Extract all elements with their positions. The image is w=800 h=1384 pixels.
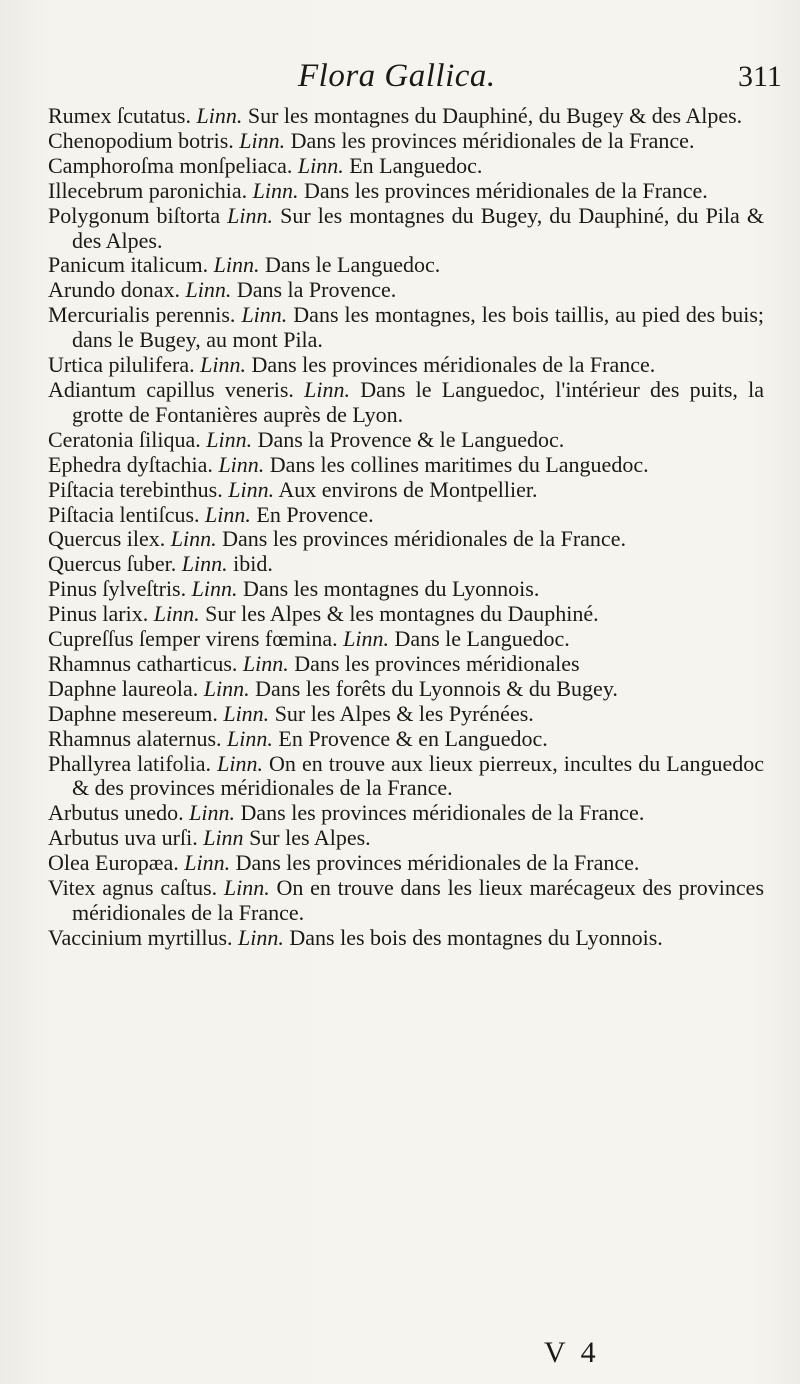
location-text: Dans le Languedoc. [264,252,441,278]
location-text: Sur les Alpes & les montagnes du Dauphiné. [205,601,599,627]
author-abbreviation: Linn. [213,252,260,278]
species-entry [48,677,764,702]
location-text: Dans le Languedoc. [394,626,570,652]
species-list [48,104,764,951]
location-text: Dans les forêts du Lyonnois & du Bugey. [255,675,618,701]
location-text: Aux environs de Montpellier. [278,476,538,502]
author-abbreviation: Linn. [191,576,238,602]
species-name: Ephedra dyſtachia. [48,451,213,477]
species-entry [48,926,764,951]
species-entry [48,179,764,204]
location-text: Dans les provinces méridionales de la France. [222,526,626,552]
species-name: Adiantum capillus veneris. [48,376,294,402]
author-abbreviation: Linn. [206,426,253,452]
species-name: Camphoroſma monſpeliaca. [48,152,293,178]
species-name: Daphne laureola. [48,675,199,701]
location-text: Dans les provinces méridionales [294,650,580,676]
author-abbreviation: Linn. [239,127,286,153]
species-name: Arundo donax. [48,277,180,303]
author-abbreviation: Linn. [218,451,265,477]
species-name: Polygonum biſtorta [48,202,221,228]
species-entry [48,652,764,677]
running-title: Flora Gallica. [298,58,496,94]
species-name: Piſtacia terebinthus. [48,476,223,502]
species-entry [48,552,764,577]
location-text: Sur les montagnes du Dauphiné, du Bugey & des Alpes. [247,103,743,128]
author-abbreviation: Linn. [184,850,231,876]
location-text: Dans les provinces méridionales de la France. [304,177,708,203]
author-abbreviation: Linn. [241,302,288,328]
location-text: Sur les montagnes du Bugey, du Dauphiné, du Pila & des Alpes. [72,202,764,253]
species-entry [48,478,764,503]
location-text: Dans les collines maritimes du Languedoc. [269,451,649,477]
author-abbreviation: Linn. [238,924,284,950]
page-number: 311 [738,60,782,93]
species-name: Arbutus unedo. [48,800,184,826]
location-text: Dans les provinces méridionales de la France. [235,850,640,876]
species-entry [48,851,764,876]
location-text: En Provence & en Languedoc. [278,725,548,751]
species-name: Piſtacia lentiſcus. [48,501,200,527]
location-text: On en trouve dans les lieux marécageux des provinces méridionales de la France. [72,875,765,925]
author-abbreviation: Linn. [205,501,251,527]
species-entry [48,303,764,353]
location-text: Sur les Alpes & les Pyrénées. [274,700,534,726]
species-name: Daphne mesereum. [48,700,218,726]
location-text: En Languedoc. [349,152,483,178]
species-entry [48,278,764,303]
location-text: Dans les bois des montagnes du Lyonnois. [289,924,663,950]
species-entry [48,876,764,926]
location-text: Sur les Alpes. [249,825,371,851]
species-name: Chenopodium botris. [48,127,234,153]
species-name: Ceratonia ſiliqua. [48,426,201,452]
species-entry [48,752,764,802]
species-entry [48,702,764,727]
location-text: En Provence. [256,501,374,527]
species-name: Illecebrum paronichia. [48,177,248,203]
location-text: Dans les provinces méridionales de la France. [290,127,695,153]
species-entry [48,253,764,278]
author-abbreviation: Linn. [228,476,275,502]
species-entry [48,527,764,552]
species-entry [48,453,764,478]
species-name: Vitex agnus caſtus. [48,875,218,901]
species-name: Quercus ilex. [48,526,166,552]
location-text: Dans les montagnes, les bois taillis, au pied des buis; dans le Bugey, au mont Pila. [72,302,764,353]
species-entry [48,627,764,652]
species-entry [48,129,764,154]
location-text: Dans les provinces méridionales de la France. [251,352,656,378]
author-abbreviation: Linn. [170,526,217,552]
location-text: Dans les montagnes du Lyonnois. [242,576,540,602]
author-abbreviation: Linn. [223,700,270,726]
author-abbreviation: Linn. [297,152,344,178]
species-name: Mercurialis perennis. [48,302,236,328]
author-abbreviation: Linn. [343,626,389,652]
species-name: Olea Europæa. [48,850,179,876]
location-text: Dans le Languedoc, l'intérieur des puits, la grotte de Fontanières auprès de Lyon. [72,376,765,427]
species-entry [48,353,764,378]
species-entry [48,154,764,179]
species-entry [48,602,764,627]
author-abbreviation: Linn. [189,800,236,826]
species-name: Quercus ſuber. [48,551,177,577]
author-abbreviation: Linn [203,825,244,851]
author-abbreviation: Linn. [223,875,270,901]
author-abbreviation: Linn. [217,750,263,776]
species-name: Cupreſſus ſemper virens fœmina. [48,626,338,652]
author-abbreviation: Linn. [203,675,250,701]
location-text: Dans la Provence & le Languedoc. [257,426,565,452]
author-abbreviation: Linn. [153,601,200,627]
author-abbreviation: Linn. [196,103,243,128]
species-entry [48,577,764,602]
species-name: Pinus ſylveſtris. [48,576,187,602]
signature-mark: V 4 [544,1336,600,1369]
author-abbreviation: Linn. [252,177,299,203]
species-entry [48,727,764,752]
author-abbreviation: Linn. [227,202,274,228]
species-name: Urtica pilulifera. [48,352,195,378]
species-name: Rumex ſcutatus. [48,103,191,128]
species-name: Phallyrea latifolia. [48,750,212,776]
location-text: Dans les provinces méridionales de la France. [240,800,645,826]
species-entry [48,378,764,428]
location-text: On en trouve aux lieux pierreux, incultes du Languedoc & des provinces méridionales de la France. [72,750,765,801]
species-name: Vaccinium myrtillus. [48,924,233,950]
author-abbreviation: Linn. [304,376,350,402]
species-name: Panicum italicum. [48,252,209,278]
species-name: Pinus larix. [48,601,149,627]
species-name: Rhamnus catharticus. [48,650,238,676]
species-entry [48,104,764,129]
species-entry [48,826,764,851]
location-text: Dans la Provence. [236,277,397,303]
species-entry [48,204,764,254]
species-entry [48,801,764,826]
author-abbreviation: Linn. [200,352,246,378]
author-abbreviation: Linn. [242,650,289,676]
author-abbreviation: Linn. [227,725,273,751]
page-header [0,58,800,98]
species-entry [48,503,764,528]
author-abbreviation: Linn. [181,551,228,577]
species-name: Rhamnus alaternus. [48,725,222,751]
species-name: Arbutus uva urſi. [48,825,198,851]
author-abbreviation: Linn. [185,277,232,303]
location-text: ibid. [233,551,273,577]
species-entry [48,428,764,453]
